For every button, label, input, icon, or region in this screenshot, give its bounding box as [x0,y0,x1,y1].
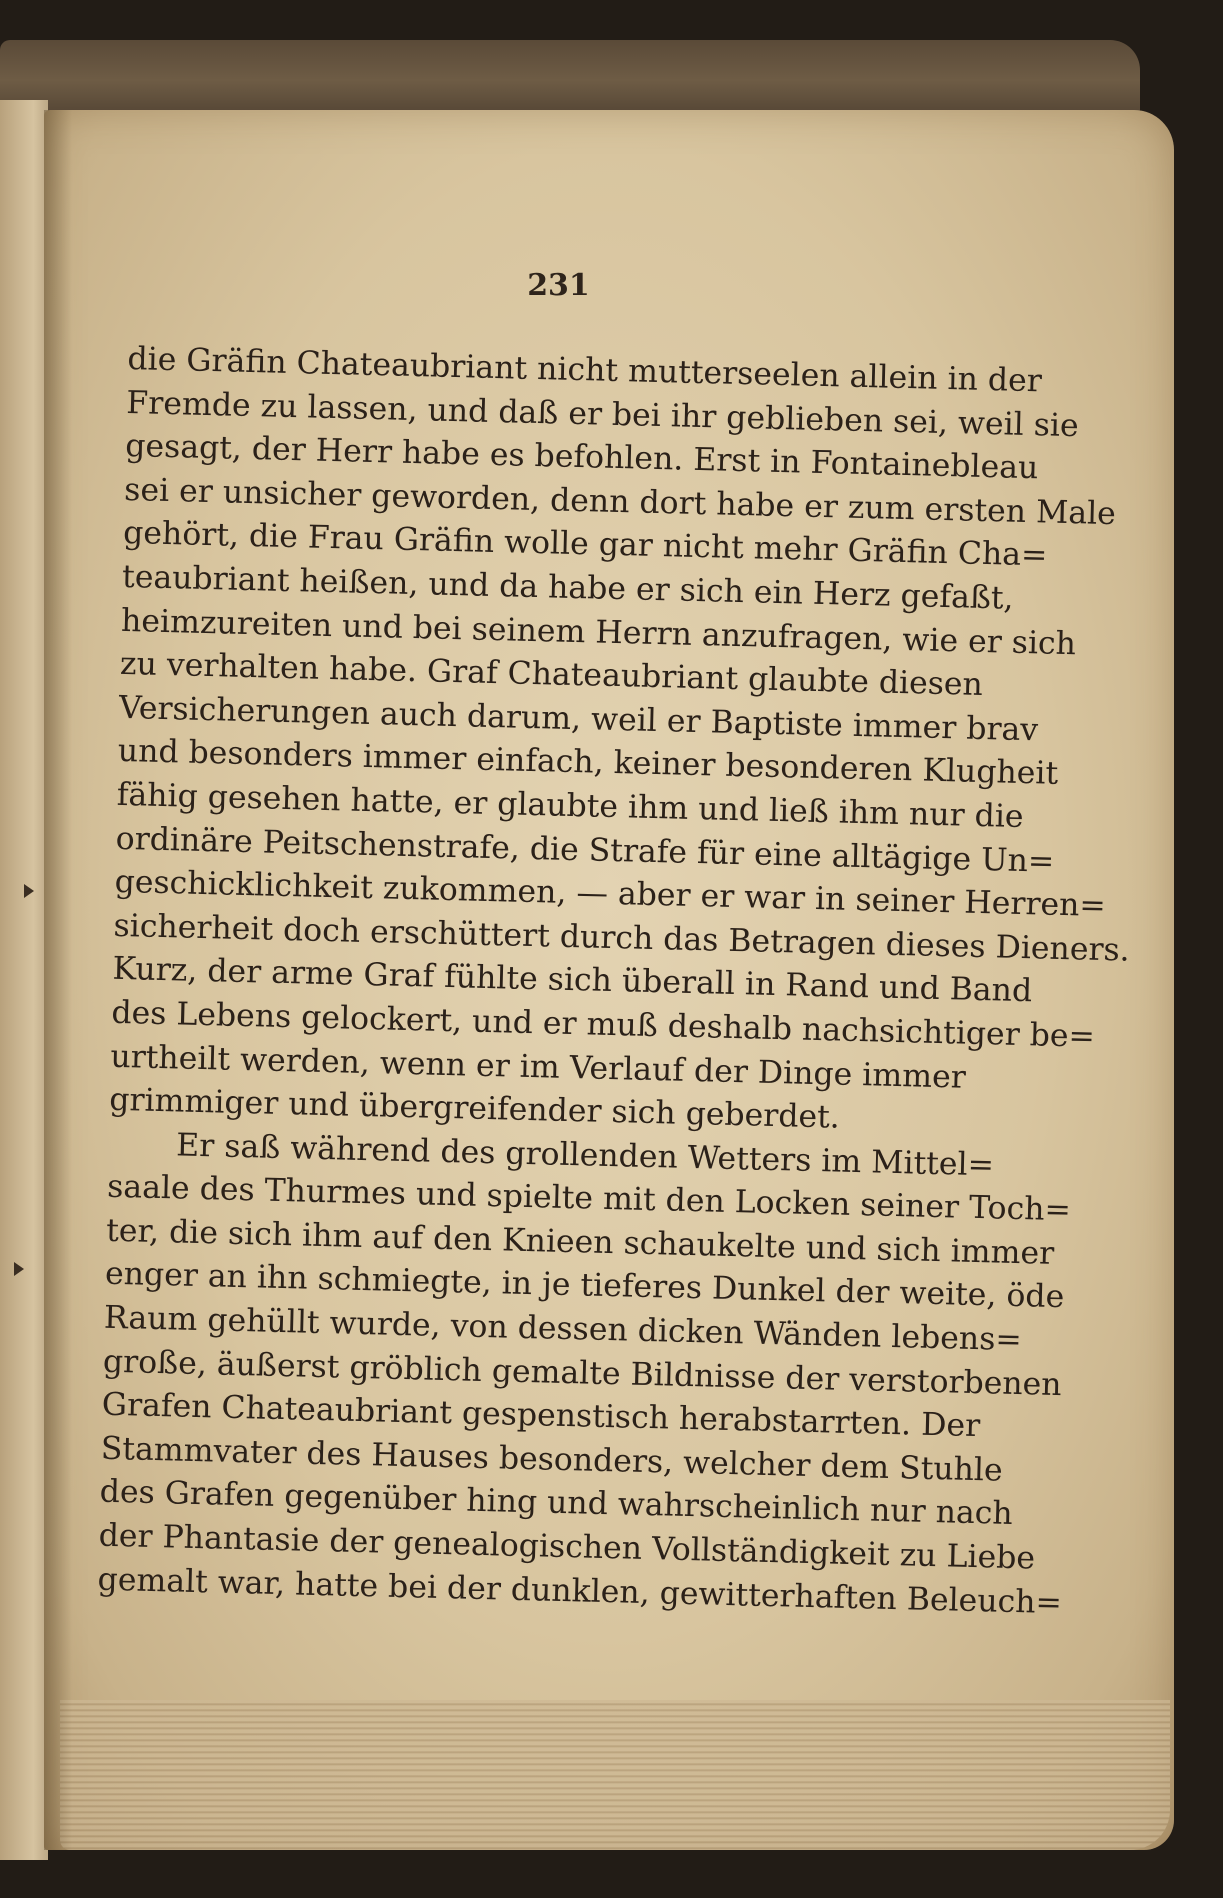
text-line: sicherheit doch erschüttert durch das Betragen dieses Dieners. [113,907,1131,969]
text-line: Kurz, der arme Graf fühlte sich überall in Rand und Band [112,951,1033,1010]
text-line: Raum gehüllt wurde, von dessen dicken Wänden lebens= [103,1299,1023,1359]
text-line: teaubriant heißen, und da habe er sich ein Herz gefaßt, [121,558,1014,617]
text-line: des Grafen gegenüber hing und wahrscheinlich nur nach [99,1474,1014,1533]
text-line: der Phantasie der genealogischen Vollständigkeit zu Liebe [98,1517,1036,1577]
margin-mark-icon [14,1262,24,1276]
text-line: Stammvater des Hauses besonders, welcher dem Stuhle [100,1430,1004,1489]
text-line: Grafen Chateaubriant gespenstisch herabstarrten. Der [101,1386,981,1445]
text-line: des Lebens gelockert, und er muß deshalb nachsichtiger be= [111,994,1096,1055]
text-line: saale des Thurmes und spielte mit den Locken seiner Toch= [106,1169,1072,1229]
text-line: Fremde zu lassen, und daß er bei ihr geblieben sei, weil sie [125,384,1080,444]
page-stack-edges [60,1700,1170,1850]
text-line: die Gräfin Chateaubriant nicht mutterseelen allein in der [127,340,1043,400]
text-line: ordinäre Peitschenstrafe, die Strafe für eine alltägige Un= [115,820,1055,880]
facing-page-edge [0,100,48,1860]
text-line: ter, die sich ihm auf den Knieen schaukelte und sich immer [105,1212,1055,1272]
text-line: geschicklichkeit zukommen, — aber er war in seiner Herren= [114,863,1107,925]
text-line: urtheilt werden, wenn er im Verlauf der Dinge immer [110,1038,967,1096]
margin-mark-icon [24,884,34,898]
body-text [97,338,1131,1622]
text-line: heimzureiten und bei seinem Herrn anzufragen, wie er sich [120,602,1077,662]
text-line: fähig gesehen hatte, er glaubte ihm und ließ ihm nur die [116,776,1024,835]
text-line: gemalt war, hatte bei der dunklen, gewitterhaften Beleuch= [97,1561,1063,1621]
gutter-shadow [44,110,72,1850]
text-line: sei er unsicher geworden, denn dort habe er zum ersten Male [123,471,1117,532]
page-number: 231 [527,268,590,303]
text-line: Versicherungen auch darum, weil er Baptiste immer brav [118,689,1039,749]
text-line: enger an ihn schmiegte, in je tieferes Dunkel der weite, öde [104,1256,1065,1316]
text-line: große, äußerst gröblich gemalte Bildnisse der verstorbenen [102,1343,1063,1403]
text-line: zu verhalten habe. Graf Chateaubriant glaubte diesen [119,646,984,704]
text-line: Er saß während des grollenden Wetters im Mittel= [175,1127,995,1184]
text-line: gehört, die Frau Gräfin wolle gar nicht mehr Gräfin Cha= [122,515,1048,574]
text-line: gesagt, der Herr habe es befohlen. Erst in Fontainebleau [124,428,1039,487]
text-line: und besonders immer einfach, keiner besonderen Klugheit [117,733,1059,793]
text-line: grimmiger und übergreifender sich geberdet. [108,1081,841,1136]
